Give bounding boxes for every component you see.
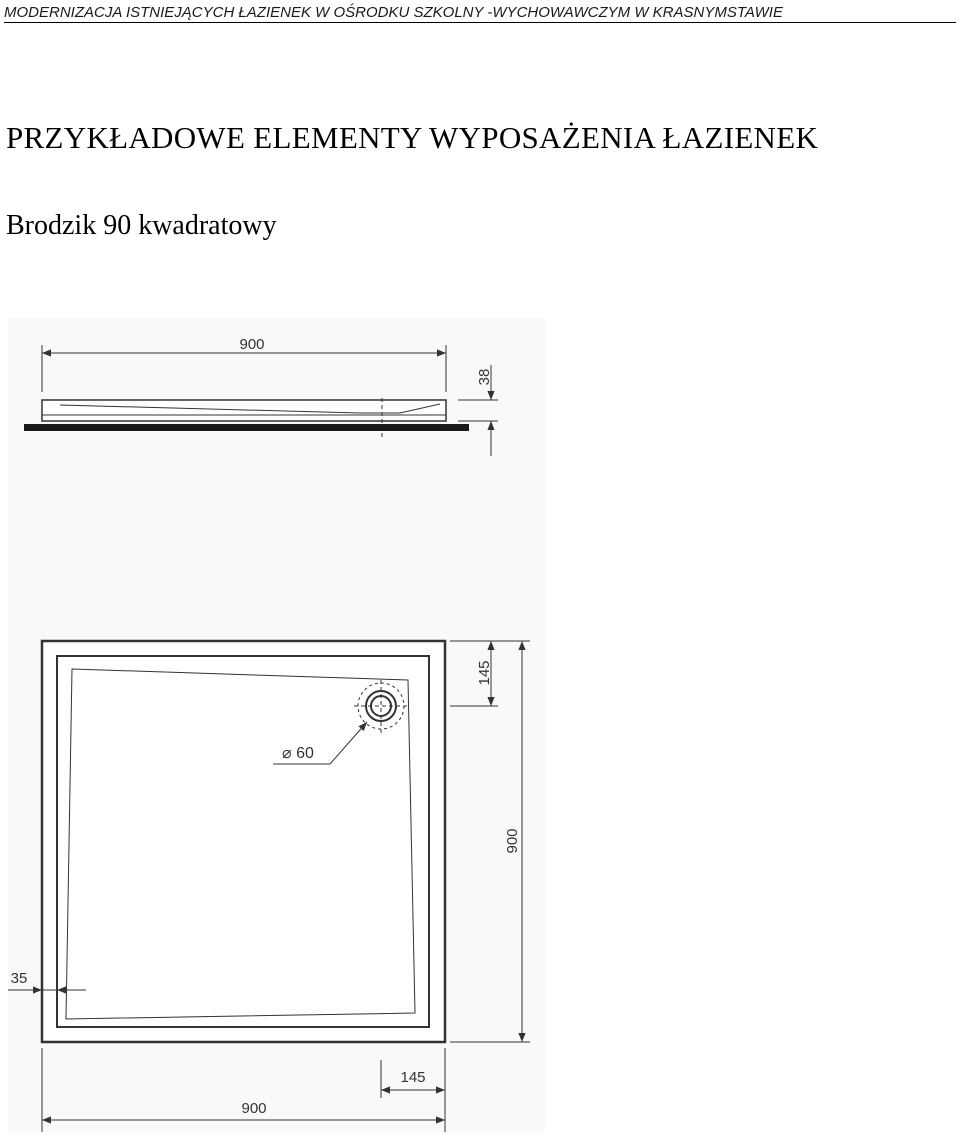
product-name: Brodzik 90 kwadratowy — [6, 210, 277, 241]
side-height-label: 38 — [476, 368, 493, 386]
side-width-label: 900 — [239, 336, 265, 353]
edge-label: 35 — [10, 970, 28, 987]
drain-offset-label: 145 — [476, 660, 493, 686]
bottom-width-label: 900 — [241, 1100, 267, 1117]
tray-outline-outer — [42, 641, 445, 1042]
drain-diameter-label: ⌀ 60 — [282, 745, 314, 762]
tray-profile — [42, 400, 446, 421]
page-title: PRZYKŁADOWE ELEMENTY WYPOSAŻENIA ŁAZIENEK — [6, 120, 819, 155]
document-header: MODERNIZACJA ISTNIEJĄCYCH ŁAZIENEK W OŚRODKU SZKOLNY -WYCHOWAWCZYM W KRASNYMSTAWIE — [4, 4, 956, 23]
bottom-offset-label: 145 — [400, 1069, 426, 1086]
depth-label: 900 — [504, 828, 521, 854]
floor-slab — [24, 424, 469, 431]
